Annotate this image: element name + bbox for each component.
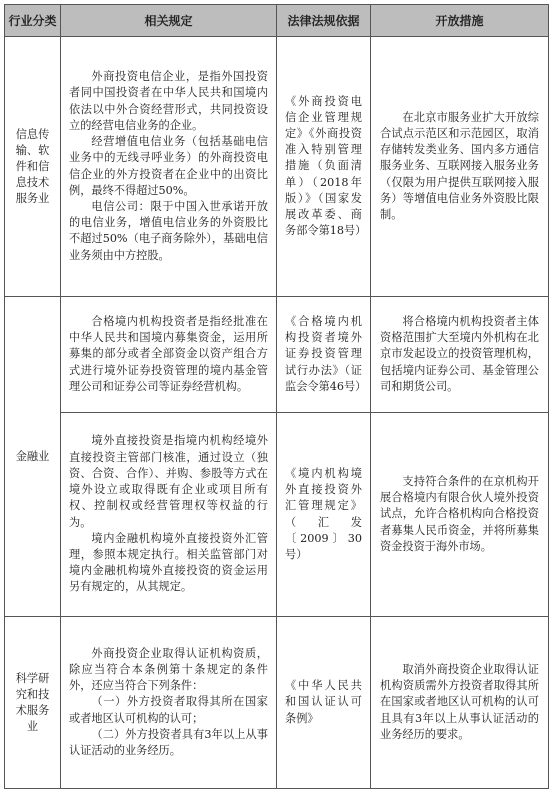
table-row (5, 617, 549, 789)
category-cell: 科学研究和技术服务业 (5, 617, 61, 789)
measures-cell (371, 37, 549, 297)
regulation-paragraph: 经营增值电信业务（包括基础电信业务中的无线寻呼业务）的外商投资电信企业的外方投资者在企业中的出资比例，最终不得超过50%。 (69, 135, 268, 197)
regulation-table-page (4, 4, 548, 789)
regulation-paragraph: 合格境内机构投资者是指经批准在中华人民共和国境内募集资金，运用所募集的部分或者全部资金以资产组合方式进行境外证券投资管理的境内基金管理公司和证券公司等证券经营机构。 (69, 314, 268, 393)
regulation-paragraph: （二）外方投资者具有3年以上从事认证活动的业务经历。 (69, 727, 268, 757)
open-measures-table (4, 4, 549, 789)
table-row (5, 297, 549, 413)
header-category: 行业分类 (5, 5, 61, 37)
table-row (5, 413, 549, 617)
regulation-paragraph: 外商投资电信企业，是指外国投资者同中国投资者在中华人民共和国境内依法以中外合资经营形式，共同投资设立的经营电信业务的企业。 (69, 70, 268, 132)
law-basis-cell: 《外商投资电信企业管理规定》《外商投资准入特别管理措施（负面清单）（2018年版）》（国家发展改革委、商务部令第18号） (277, 37, 371, 297)
measures-cell (371, 413, 549, 617)
table-header-row (5, 5, 549, 37)
regulation-paragraph: 电信公司：限于中国入世承诺开放的电信业务，增值电信业务的外资股比不超过50%（电子商务除外），基础电信业务须由中方控股。 (69, 199, 268, 262)
header-regulation: 相关规定 (61, 5, 277, 37)
header-measures: 开放措施 (371, 5, 549, 37)
regulation-paragraph: 外商投资企业取得认证机构资质，除应当符合本条例第十条规定的条件外，还应当符合下列条件： (69, 646, 268, 693)
regulation-cell (61, 37, 277, 297)
regulation-cell (61, 617, 277, 789)
header-law-basis: 法律法规依据 (277, 5, 371, 37)
measures-paragraph: 在北京市服务业扩大开放综合试点示范区和示范园区，取消存储转发类业务、国内多方通信服务业务、互联网接入服务业务（仅限为用户提供互联网接入服务）等增值电信业务外资股比限制。 (380, 110, 539, 221)
law-basis-cell: 《境内机构境外直接投资外汇管理规定》（汇发〔2009〕30号） (277, 413, 371, 617)
measures-cell (371, 617, 549, 789)
law-basis-cell: 《合格境内机构投资者境外证券投资管理试行办法》（证监会令第46号） (277, 297, 371, 413)
measures-paragraph: 将合格境内机构投资者主体资格范围扩大至境内外机构在北京市发起设立的投资管理机构，包括境内证券公司、基金管理公司和期货公司。 (380, 314, 539, 393)
measures-cell (371, 297, 549, 413)
measures-paragraph: 取消外商投资企业取得认证机构资质需外方投资者取得其所在国家或者地区认可机构的认可且具有3年以上从事认证活动的业务经历的要求。 (380, 662, 539, 741)
law-basis-cell: 《中华人民共和国认证认可条例》 (277, 617, 371, 789)
measures-paragraph: 支持符合条件的在京机构开展合格境内有限合伙人境外投资试点，允许合格机构向合格投资者募集人民币资金，并将所募集资金投资于海外市场。 (380, 474, 539, 553)
table-row (5, 37, 549, 297)
regulation-paragraph: （一）外方投资者取得其所在国家或者地区认可机构的认可； (69, 695, 268, 725)
category-cell: 金融业 (5, 297, 61, 617)
category-cell: 信息传输、软件和信息技术服务业 (5, 37, 61, 297)
regulation-cell (61, 413, 277, 617)
regulation-paragraph: 境外直接投资是指境内机构经境外直接投资主管部门核准，通过设立（独资、合资、合作）、并购、参股等方式在境外设立或取得既有企业或项目所有权、控制权或经营管理权等权益的行为。 (69, 434, 268, 529)
regulation-cell (61, 297, 277, 413)
regulation-paragraph: 境内金融机构境外直接投资外汇管理，参照本规定执行。相关监管部门对境内金融机构境外直接投资的资金运用另有规定的，从其规定。 (69, 531, 268, 594)
